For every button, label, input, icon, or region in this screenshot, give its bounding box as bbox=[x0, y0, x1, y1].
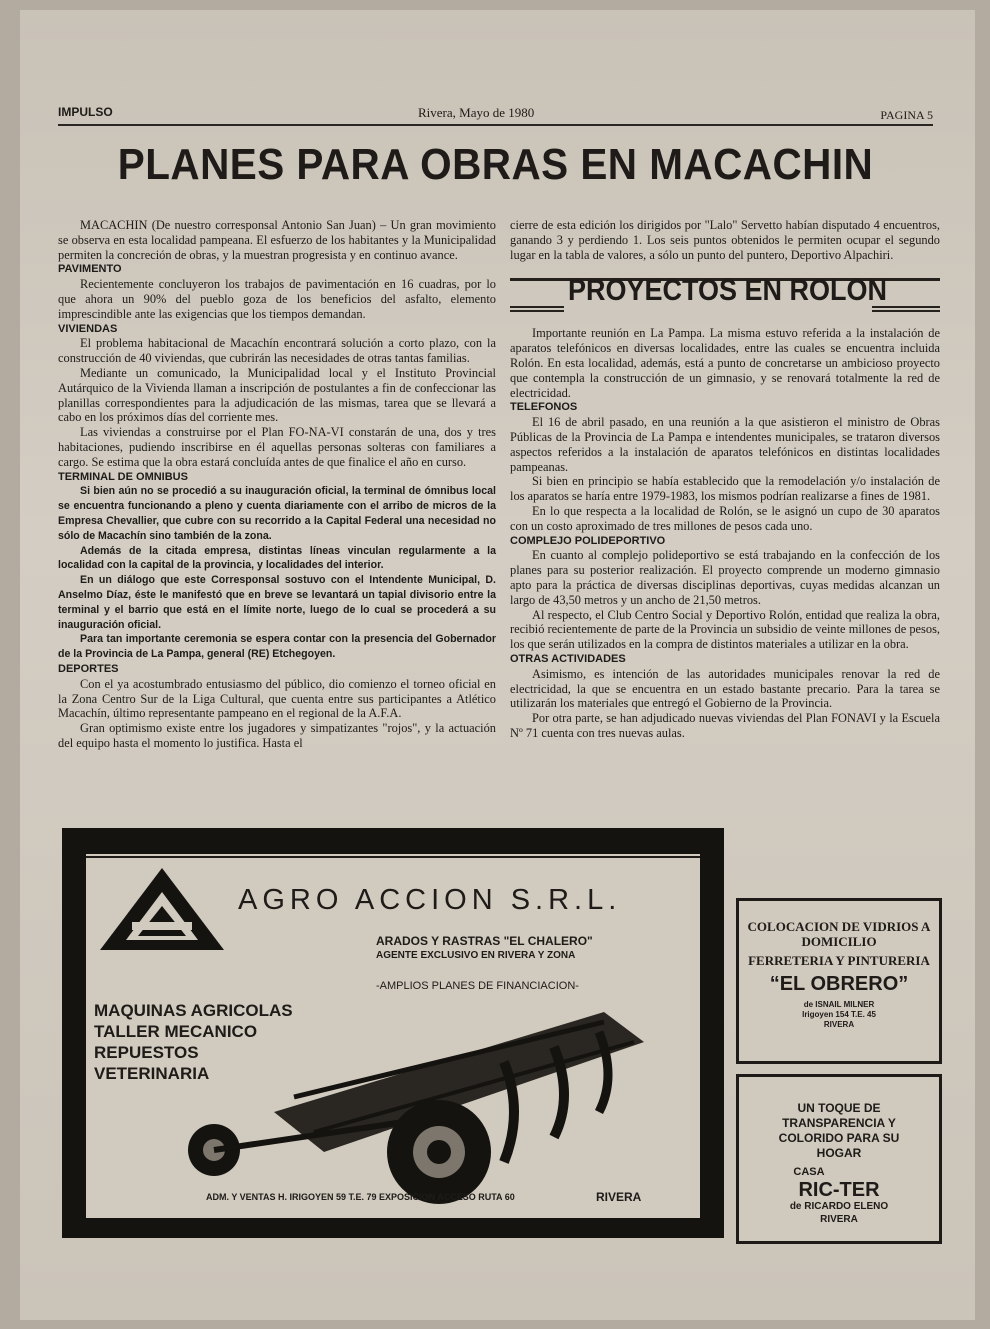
ad-service-line: COLOCACION DE VIDRIOS A DOMICILIO bbox=[747, 919, 931, 949]
ad-casa-label: CASA bbox=[793, 1166, 825, 1178]
el-obrero-ad bbox=[736, 898, 942, 1064]
ad-owner: de RICARDO ELENO bbox=[789, 1201, 889, 1212]
agro-accion-logo-icon bbox=[98, 866, 226, 952]
ad-service-item: MAQUINAS AGRICOLAS bbox=[94, 1001, 293, 1020]
section-title-viviendas: VIVIENDAS bbox=[58, 322, 118, 335]
ad-footer-address: ADM. Y VENTAS H. IRIGOYEN 59 T.E. 79 EXPOSICION ACCESO RUTA 60 bbox=[206, 1192, 515, 1202]
page-number: PAGINA 5 bbox=[880, 108, 933, 122]
ad-address: Irigoyen 154 T.E. 45 bbox=[802, 1010, 876, 1019]
section-title-pavimento: PAVIMENTO bbox=[58, 263, 122, 276]
paragraph: Al respecto, el Club Centro Social y Deportivo Rolón, entidad que realiza la obra, recibió recientemente de parte de la Provincia un subsidio de veinte millones de pesos, los que serán utilizados en la compra de distintos materiales a utilizar en la obra. bbox=[510, 607, 940, 652]
paragraph: Mediante un comunicado, la Municipalidad local y el Instituto Provincial Autárquico de la Vivienda llaman a inscripción de postulantes a fin de confeccionar las planillas correspondientes para la adjudicación de las mismas, tarea que se llevará a cabo en los próximos días del corriente mes. bbox=[58, 365, 496, 425]
ad-business-name: “EL OBRERO” bbox=[769, 973, 909, 995]
ad-product-line: ARADOS Y RASTRAS "EL CHALERO" bbox=[376, 934, 593, 948]
ad-panel bbox=[86, 854, 700, 1218]
subheadline: PROYECTOS EN ROLON bbox=[568, 274, 888, 308]
paragraph-continued: cierre de esta edición los dirigidos por "Lalo" Servetto habían disputado 4 encuentros, ganando 3 y perdiendo 1. Los seis puntos obtenidos le permiten ocupar el segundo lugar en la tabla de valores, a sólo un punto del puntero, Deportivo Alpachiri. bbox=[510, 218, 940, 262]
section-title-complejo: COMPLEJO POLIDEPORTIVO bbox=[510, 534, 666, 547]
paragraph: Si bien en principio se había establecido que la remodelación y/o instalación de los aparatos se haría entre 1979-1983, los mismos podrían realizarse a fines de 1981. bbox=[510, 474, 940, 504]
newspaper-name: IMPULSO bbox=[58, 105, 113, 119]
ad-financing-line: -AMPLIOS PLANES DE FINANCIACION- bbox=[376, 980, 579, 992]
ad-city: RIVERA bbox=[823, 1020, 855, 1029]
paragraph: Además de la citada empresa, distintas líneas vinculan regularmente a la localidad con la capital de la provincia, y localidades del interior. bbox=[58, 544, 496, 572]
subheadline-block bbox=[510, 276, 940, 320]
paragraph: Para tan importante ceremonia se espera contar con la presencia del Gobernador de la Provincia de La Pampa, general (RE) Etchegoyen. bbox=[58, 633, 496, 661]
divider-line bbox=[872, 306, 940, 312]
agro-accion-ad bbox=[62, 828, 724, 1238]
paragraph: En cuanto al complejo polideportivo se está trabajando en la confección de los planes para su posterior realización. El proyecto comprende un moderno gimnasio apto para la práctica de diversas disciplinas deportivas, cuyas medidas alcanzan un largo de 43,50 metros y un ancho de 21,50 metros. bbox=[510, 548, 940, 607]
article-column-1 bbox=[58, 218, 496, 751]
article-intro: MACACHIN (De nuestro corresponsal Antonio San Juan) – Un gran movimiento se observa en esta localidad pampeana. El esfuerzo de los habitantes y la Municipalidad permiten la concreción de obras, y la muestran progresista y en continuo avance. bbox=[58, 218, 496, 262]
header-rule bbox=[58, 124, 933, 126]
ric-ter-ad bbox=[736, 1074, 942, 1244]
paragraph: Gran optimismo existe entre los jugadores y simpatizantes "rojos", y la actuación del equipo hasta el momento lo justifica. Hasta el bbox=[58, 721, 496, 750]
headline: PLANES PARA OBRAS EN MACACHIN bbox=[117, 140, 874, 189]
paragraph: Si bien aún no se procedió a su inauguración oficial, la terminal de ómnibus local se encuentra funcionando a pleno y cuenta diariamente con el arribo de micros de la Empresa Chevallier, que cubre con su recorrido a la Capital Federal una necesidad no sólo de Macachín sino también de la zona. bbox=[58, 485, 496, 542]
section-title-terminal: TERMINAL DE OMNIBUS bbox=[58, 470, 188, 483]
paragraph: Recientemente concluyeron los trabajos de pavimentación en 16 cuadras, por lo que ahora un 90% del pueblo goza de los beneficios del asfalto, elemento imprescindible ante las exigencias que los tiempos demandan. bbox=[58, 277, 496, 321]
paragraph: En un diálogo que este Corresponsal sostuvo con el Intendente Municipal, D. Anselmo Díaz, éste le manifestó que en breve se levantará un tapial divisorio entre la terminal y el barrio que está en el límite norte, luego de lo cual se procederá a su inauguración oficial. bbox=[58, 574, 496, 631]
ad-city: RIVERA bbox=[820, 1214, 858, 1225]
ad-owner: de ISNAIL MILNER bbox=[803, 1000, 875, 1009]
article-column-2 bbox=[510, 218, 940, 741]
ad-business-type: FERRETERIA Y PINTURERIA bbox=[748, 953, 930, 968]
dateline: Rivera, Mayo de 1980 bbox=[418, 105, 535, 120]
ad-service-item: REPUESTOS bbox=[94, 1043, 199, 1062]
divider-line bbox=[510, 306, 564, 312]
section-title-telefonos: TELEFONOS bbox=[510, 401, 578, 414]
ad-footer-city: RIVERA bbox=[596, 1190, 642, 1204]
paragraph: Las viviendas a construirse por el Plan FO-NA-VI constarán de una, dos y tres habitaciones, pudiendo inscribirse en él aquellas personas solteras con familiares a cargo. Se estima que la obra estará concluída antes de que finalice el año en curso. bbox=[58, 425, 496, 469]
paragraph: Por otra parte, se han adjudicado nuevas viviendas del Plan FONAVI y la Escuela Nº 71 cuenta con tres nuevas aulas. bbox=[510, 711, 940, 740]
ad-slogan: UN TOQUE DE TRANSPARENCIA Y COLORIDO PARA SU HOGAR bbox=[778, 1101, 900, 1160]
section-title-deportes: DEPORTES bbox=[58, 662, 119, 675]
paragraph: Con el ya acostumbrado entusiasmo del público, dio comienzo el torneo oficial en la Zona Centro Sur de la Liga Cultural, que cuenta entre sus participantes a Atlético Macachín, último representante pampeano en el regional de la A.F.A. bbox=[58, 676, 496, 721]
paragraph: El problema habitacional de Macachín encontrará solución a corto plazo, con la construcción de 40 viviendas, que cubrirán las necesidades de otras tantas familias. bbox=[58, 336, 496, 366]
ad-agent-line: AGENTE EXCLUSIVO EN RIVERA Y ZONA bbox=[376, 950, 576, 961]
ad-company-name: AGRO ACCION S.R.L. bbox=[238, 884, 622, 916]
ad-service-item: VETERINARIA bbox=[94, 1064, 210, 1083]
paragraph: En lo que respecta a la localidad de Rolón, se le asignó un cupo de 30 aparatos con un costo aproximado de tres millones de pesos cada uno. bbox=[510, 503, 940, 533]
paragraph: Importante reunión en La Pampa. La misma estuvo referida a la instalación de aparatos telefónicos en diversas localidades, entre las cuales se encuentra incluida Rolón. En esta localidad, además, está a punto de concretarse un ambicioso proyecto que contempla la construcción de un gimnasio, y se renovará totalmente la red de electricidad. bbox=[510, 326, 940, 400]
ad-business-name: RIC-TER bbox=[798, 1179, 880, 1201]
page-header bbox=[58, 105, 933, 123]
ad-rule bbox=[86, 856, 700, 858]
plow-machine-icon bbox=[174, 1002, 674, 1212]
paragraph: Asimismo, es intención de las autoridades municipales renovar la red de electricidad, la que se encuentra en un estado bastante precario. Para la tarea se utilizarán los materiales que entregó el Gobierno de la Provincia. bbox=[510, 666, 940, 711]
paragraph: El 16 de abril pasado, en una reunión a la que asistieron el ministro de Obras Públicas de la Provincia de La Pampa e intendentes municipales, se trataron diversos aspectos referidos a la instalación de aparatos telefónicos en distintas localidades pampeanas. bbox=[510, 415, 940, 474]
section-title-otras: OTRAS ACTIVIDADES bbox=[510, 652, 626, 665]
ad-service-item: TALLER MECANICO bbox=[94, 1022, 258, 1041]
